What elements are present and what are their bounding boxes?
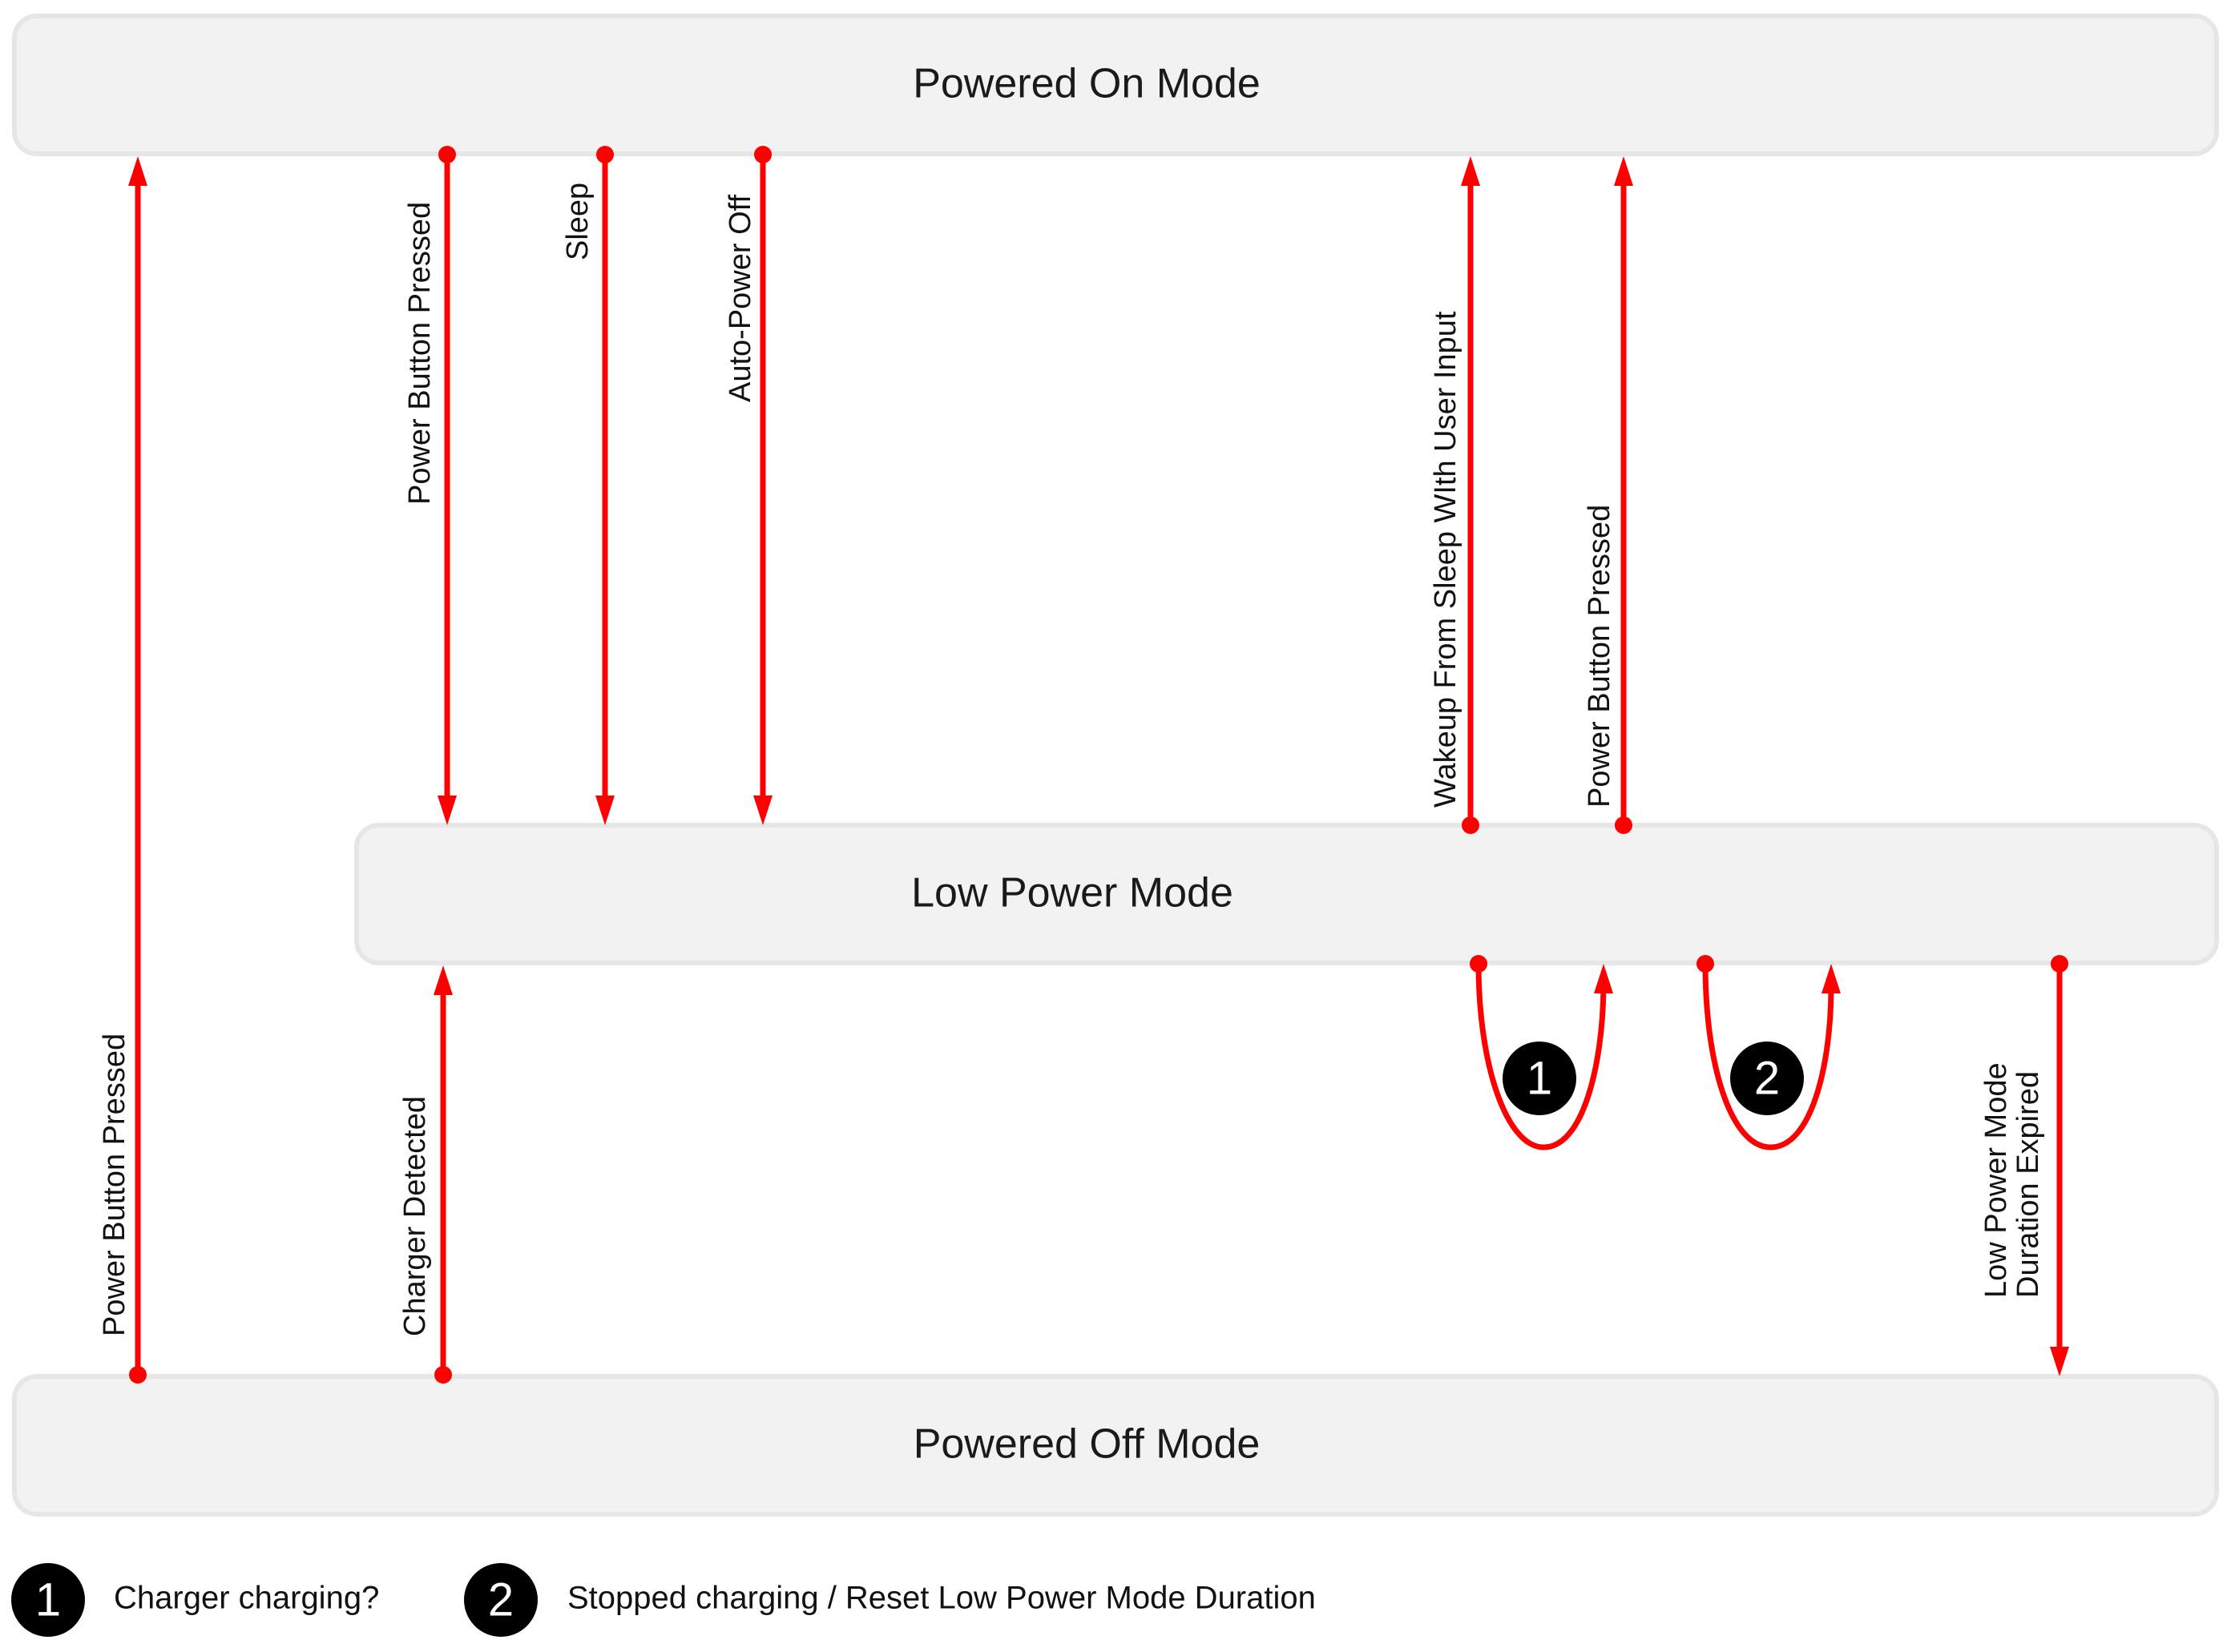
state-low-power-label: Low Power Mode [911,869,1233,917]
state-powered-off-label: Powered Off Mode [913,1420,1261,1468]
transition-start-dot [1462,816,1479,834]
transition-start-dot [438,146,456,163]
transition-off-to-on [98,156,147,1384]
arrowhead-up [1614,156,1633,186]
label-on-to-low-power-button: Power Button Pressed [403,201,437,505]
legend-item-2 [464,1563,1316,1637]
loop-badge-2-number: 2 [1753,1052,1781,1105]
arrowhead-up [1594,964,1613,993]
transition-start-dot [754,146,772,163]
legend-badge-1-number: 1 [34,1573,62,1626]
transition-low-to-off-expired [1979,955,2069,1376]
transition-start-dot [596,146,614,163]
label-on-to-low-sleep: Sleep [561,182,595,260]
transition-start-dot [2051,955,2068,973]
transition-low-to-on-wakeup [1429,156,1480,834]
transition-on-to-low-auto-off [724,146,773,825]
transition-on-to-low-power-button [403,146,457,825]
arrowhead-down [438,796,457,825]
label-low-to-on-wakeup: Wakeup From Sleep WIth User Input [1429,311,1462,808]
label-low-to-on-power-button: Power Button Pressed [1583,504,1616,808]
legend-text-1: Charger charging? [114,1580,380,1616]
label-low-to-off-expired-line1: Low Power Mode [1979,1062,2013,1298]
label-low-to-off-expired-line2: Duration Expired [2011,1070,2045,1298]
state-powered-off [14,1376,2217,1514]
legend-text-2: Stopped charging / Reset Low Power Mode Duration [567,1580,1316,1616]
legend [11,1563,1316,1637]
arrowhead-down [753,796,773,825]
legend-item-1 [11,1563,379,1637]
label-on-to-low-auto-off: Auto-Power Off [724,194,757,402]
arrowhead-down [2050,1347,2069,1376]
arrowhead-down [595,796,615,825]
state-powered-on [14,16,2217,154]
label-off-to-low-charger: Charger Detected [398,1096,432,1336]
arrowhead-up [128,156,147,186]
legend-badge-2-number: 2 [487,1573,514,1626]
transition-start-dot [1470,955,1487,973]
transition-start-dot [1696,955,1714,973]
transition-start-dot [1615,816,1632,834]
transition-off-to-low-charger [398,965,453,1384]
transition-on-to-low-sleep [561,146,615,825]
state-powered-on-label: Powered On Mode [913,60,1261,107]
label-off-to-on: Power Button Pressed [98,1033,131,1336]
transition-start-dot [129,1366,147,1384]
self-loop-1 [1470,955,1613,1147]
loop-badge-1-number: 1 [1526,1052,1553,1105]
arrowhead-up [434,965,453,995]
transition-start-dot [434,1366,452,1384]
state-low-power [357,825,2217,963]
arrowhead-up [1822,964,1841,993]
arrowhead-up [1461,156,1480,186]
self-loop-2 [1696,955,1841,1147]
transition-low-to-on-power-button [1583,156,1633,834]
